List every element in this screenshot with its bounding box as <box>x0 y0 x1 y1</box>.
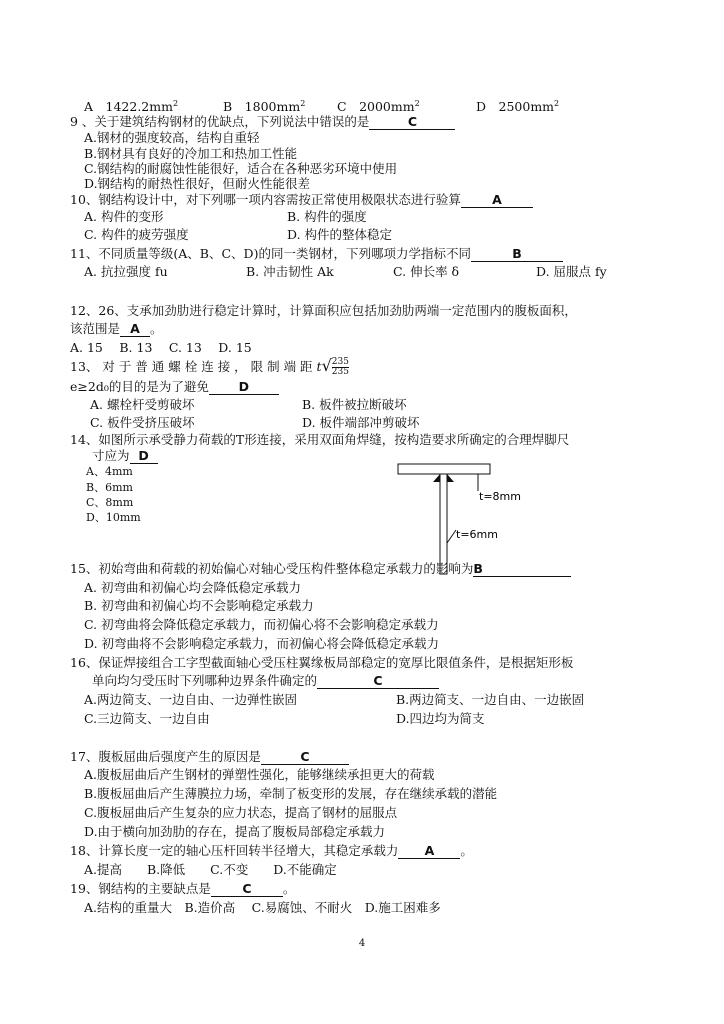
q10-stem: 10、钢结构设计中，对下列哪一项内容需按正常使用极限状态进行验算 A <box>70 192 533 208</box>
flange-plate <box>398 464 490 474</box>
q17-answer: C <box>261 750 349 765</box>
q10-option-b: B. 构件的强度 <box>287 209 367 224</box>
q12-answer: A <box>120 322 150 337</box>
q19-stem: 19、钢结构的主要缺点是 C 。 <box>70 881 296 896</box>
q19-options: A.结构的重量大 B.造价高 C.易腐蚀、不耐火 D.施工困难多 <box>84 900 441 915</box>
q12-options: A. 15 B. 13 C. 13 D. 15 <box>70 340 252 355</box>
q18-stem: 18、计算长度一定的轴心压杆回转半径增大，其稳定承载力 A 。 <box>70 843 473 858</box>
q9-option-c: C.钢结构的耐腐蚀性能很好，适合在各种恶劣环境中使用 <box>84 161 398 176</box>
q16-stem-2: 单向均匀受压时下列哪种边界条件确定的 C <box>92 673 439 689</box>
web-leader <box>447 530 456 543</box>
t-joint-figure <box>390 458 530 578</box>
q11-option-c: C. 伸长率 δ <box>393 264 460 279</box>
q13-stem-2: e≥2d₀的目的是为了避免 D <box>70 379 279 395</box>
q15-option-a: A. 初弯曲和初偏心均会降低稳定承载力 <box>84 580 301 595</box>
q11-option-d: D. 屈服点 fy <box>536 264 607 279</box>
page-number: 4 <box>358 938 366 949</box>
q14-option-b: B、6mm <box>86 481 133 494</box>
q13-option-c: C. 板件受挤压破坏 <box>90 415 195 430</box>
q15-stem: 15、初始弯曲和荷载的初始偏心对轴心受压构件整体稳定承载力的影响为B <box>70 561 571 577</box>
q9-option-b: B.钢材具有良好的冷加工和热加工性能 <box>84 146 298 161</box>
web-plate <box>440 474 447 574</box>
q16-stem-1: 16、保证焊接组合工字型截面轴心受压柱翼缘板局部稳定的宽厚比限值条件，是根据矩形板 <box>70 655 574 670</box>
q10-answer: A <box>461 193 533 208</box>
q15-option-b: B. 初弯曲和初偏心均不会影响稳定承载力 <box>84 598 314 613</box>
q13-option-a: A. 螺栓杆受剪破坏 <box>90 397 195 412</box>
q14-option-c: C、8mm <box>86 496 134 509</box>
q11-option-a: A. 抗拉强度 fu <box>84 264 168 279</box>
q16-option-d: D.四边均为简支 <box>396 711 485 726</box>
q17-option-a: A.腹板屈曲后产生钢材的弹塑性强化，能够继续承担更大的荷载 <box>84 767 435 782</box>
q14-stem-2: 寸应为 D <box>92 448 158 464</box>
flange-thickness-label: t=8mm <box>479 490 521 503</box>
q13-fraction: $\frac{235}{235}$ <box>331 357 349 377</box>
q16-answer: C <box>317 674 439 689</box>
q16-option-a: A.两边简支、一边自由、一边弹性嵌固 <box>84 692 298 707</box>
q11-answer: B <box>471 247 563 262</box>
q14-stem-1: 14、如图所示承受静力荷载的T形连接，采用双面角焊缝，按构造要求所确定的合理焊脚尺 <box>70 432 570 447</box>
q18-options: A.提高 B.降低 C.不变 D.不能确定 <box>84 862 337 877</box>
q13-option-b: B. 板件被拉断破坏 <box>302 397 407 412</box>
q9-answer: C <box>369 115 455 130</box>
q14-option-a: A、4mm <box>86 465 133 478</box>
q14-option-d: D、10mm <box>86 511 141 524</box>
q17-option-b: B.腹板屈曲后产生薄膜拉力场，牵制了板变形的发展，存在继续承载的潜能 <box>84 786 498 801</box>
q10-option-d: D. 构件的整体稳定 <box>287 227 393 242</box>
q9-stem: 9 、关于建筑结构钢材的优缺点，下列说法中错误的是 C <box>70 114 455 130</box>
q12-stem-2: 该范围是 A 。 <box>70 321 163 336</box>
q13-answer: D <box>209 380 279 395</box>
q17-option-c: C.腹板屈曲后产生复杂的应力状态，提高了钢材的屈服点 <box>84 805 398 820</box>
q19-answer: C <box>211 882 283 897</box>
q14-answer: D <box>130 449 158 464</box>
q16-option-b: B.两边简支、一边自由、一边嵌固 <box>396 692 585 707</box>
weld-left <box>433 474 440 482</box>
q17-option-d: D.由于横向加劲肋的存在，提高了腹板局部稳定承载力 <box>84 824 386 839</box>
q9-option-d: D.钢结构的耐热性很好，但耐火性能很差 <box>84 176 311 191</box>
q15-answer: B <box>473 562 571 577</box>
weld-right <box>447 474 454 482</box>
q12-stem-1: 12、26、支承加劲肋进行稳定计算时，计算面积应包括加劲肋两端一定范围内的腹板面积， <box>70 303 577 318</box>
web-thickness-label: t=6mm <box>456 528 498 541</box>
q15-option-d: D. 初弯曲将不会影响稳定承载力，而初偏心将会降低稳定承载力 <box>84 636 440 651</box>
q13-option-d: D. 板件端部冲剪破坏 <box>302 415 420 430</box>
q8-option-a: A $1422.2mm^2$ <box>84 99 179 115</box>
q15-option-c: C. 初弯曲将会降低稳定承载力，而初偏心将不会影响稳定承载力 <box>84 617 439 632</box>
q9-option-a: A.钢材的强度较高，结构自重轻 <box>84 130 260 145</box>
q10-option-c: C. 构件的疲劳强度 <box>84 227 189 242</box>
q13-stem: 13、 对 于 普 通 螺 栓 连 接 ， 限 制 端 距 t√ $\frac{235}{235}$ <box>70 356 349 377</box>
q8-option-c: C $2000mm^2$ <box>337 99 420 115</box>
q8-option-d: D $2500mm^2$ <box>476 99 560 115</box>
q8-option-b: B $1800mm^2$ <box>223 99 306 115</box>
q11-stem: 11、不同质量等级(A、B、C、D)的同一类钢材，下列哪项力学指标不同 B <box>70 246 563 262</box>
q16-option-c: C.三边简支、一边自由 <box>84 711 210 726</box>
q17-stem: 17、腹板屈曲后强度产生的原因是 C <box>70 749 349 765</box>
q11-option-b: B. 冲击韧性 Ak <box>246 264 334 279</box>
q18-answer: A <box>398 844 460 859</box>
q10-option-a: A. 构件的变形 <box>84 209 164 224</box>
